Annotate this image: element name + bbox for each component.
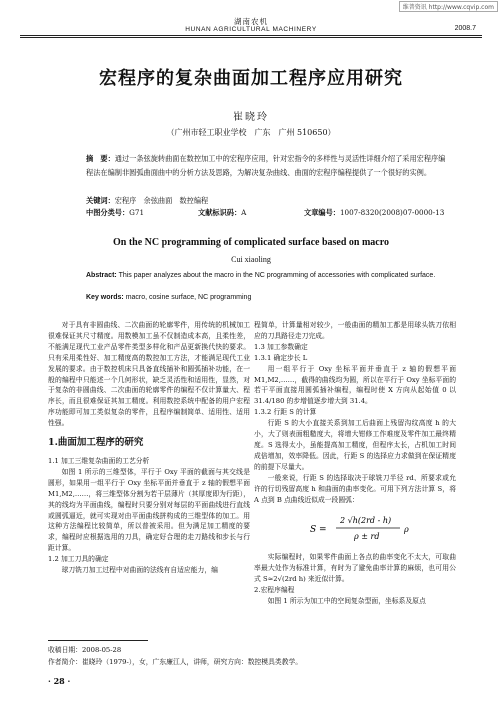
doc-code-value: A <box>241 208 247 217</box>
formula-graphic <box>254 508 456 548</box>
abstract-en-text: This paper analyzes about the macro in the NC programming of accessories with complicated surface. <box>118 272 436 279</box>
keywords-en <box>86 292 452 304</box>
body-column-right <box>254 320 456 607</box>
clc-value: G71 <box>129 208 145 217</box>
watermark: 维普资讯 http://www.cqvip.com <box>399 1 498 12</box>
paper-title-cn: 宏程序的复杂曲面加工程序应用研究 <box>99 68 403 89</box>
abstract-cn-label: 摘 要： <box>86 154 115 163</box>
paragraph: 对于具有非圆曲线、二次曲面的轮廓零件，用传统的机械加工很难保证其尺寸精度。用数模加工虽不仅制造成本高，且柔性差，不能满足现代工业产品零件类型多样化和产品更新换代快的要求。只有采用柔性好、加工精度高的数控加工方法，才能满足现代工业发展的要求。由于数控机床只具备直线插补和圆弧插补功能，在一般的编程中只能述一个几何形状，缺乏灵活性和适用性，显然，对于复杂的非圆曲线、二次曲面的轮廓零件的编程不仅计算量大、程序长，而且很难保证其加工精度。利用数控系统中配备的用户宏程序功能即可加工类似复杂的零件，且程序编制简单、适用性、适用性强。 <box>48 321 250 428</box>
issue-year: 2008.7 <box>454 25 476 32</box>
subsection-heading: 1.3 加工参数确定 <box>254 342 308 351</box>
footnote-rule <box>48 640 148 641</box>
formula-numerator: 2 √h(2rd - h) <box>340 516 392 526</box>
journal-title-en: HUNAN AGRICULTURAL MACHINERY <box>185 26 317 33</box>
formula-row-spacing <box>254 508 456 548</box>
abstract-cn-text: 通过一条弦旋转曲面在数控加工中的宏程序应用，针对宏指令的多样性与灵活性详细介绍了采用宏程序编程法在编制非圆弧曲面曲中的分析方法及思路，为解决复杂曲线、曲面的宏程序编程提供了一个很好的实例。 <box>86 154 446 177</box>
body-column-left <box>48 320 250 576</box>
subsection-heading: 1.3.2 行距 S 的计算 <box>254 408 317 417</box>
formula-denominator: ρ ± rd <box>354 532 380 542</box>
paragraph: 球刀铣刀加工过程中对曲面的法线有自适应能力，编 <box>61 566 218 575</box>
paragraph: 程简单，计算量相对较少，一般曲面的精加工都是用球头铣刀依相应的刀具路径走刀完成。 <box>254 321 456 340</box>
keywords-cn-label: 关键词： <box>86 196 115 205</box>
subsection-heading: 1.1 加工三维复杂曲面的工艺分析 <box>48 456 150 465</box>
abstract-en-label: Abstract: <box>86 272 117 279</box>
keywords-en-text: macro, cosine surface, NC programming <box>125 294 252 301</box>
formula-lhs: S = <box>310 525 327 536</box>
subsection-heading: 2.宏程序编程 <box>254 586 295 595</box>
journal-title-cn: 湖南农机 <box>234 17 268 26</box>
header-rule <box>20 35 482 36</box>
paragraph: 如图 1 所示的三维型体，平行于 Oxy 平面的截面与其交线是圆形，如果用一组平行于 Oxy 坐标平面并垂直于 z 轴的假想平面 M1,M2,……，将三维型体分割为若干层薄片（其厚度即为行距），其的线均为平面曲线，编程时只要分别对每层的平面曲线进行直线或圆弧逼近，就可实现对由平面曲线拼构成的三维型体的加工。用这种方法编程比较简单，所以普被采用。但为满足加工精度的要求，编程时应根据选用的刀具，确定好合理的走刀路线和步长与行距计算。 <box>48 467 250 553</box>
formula-rho: ρ <box>404 525 409 535</box>
author-en: Cui xiaoling <box>231 255 271 264</box>
keywords-cn-text: 宏程序 余弦曲面 数控编程 <box>114 196 209 205</box>
header-rule-thin <box>20 37 482 38</box>
author-bio: 作者简介：崔晓玲（1979-），女，广东廉江人，讲师，研究方向：数控模具类教学。 <box>48 658 303 666</box>
paragraph: 行距 S 的大小直接关系到加工后曲面上残留沟纹高度 h 的大小，大了则表面粗糙度大，将增大钳修工作难度及零件加工最终精度。S 选得太小，虽能提高加工精度，但程序太长，占机加工时间成倍增加，效率降低。因此，行距 S 的选择应力求做到在保证精度的前提下尽量大。 <box>254 419 456 471</box>
clc-label: 中图分类号： <box>86 208 130 217</box>
paragraph: 如图 1 所示为加工中的空间复杂型面，坐标系及原点 <box>267 597 426 606</box>
subsection-heading: 1.3.1 确定步长 L <box>254 353 308 362</box>
section-heading: 1.曲面加工程序的研究 <box>48 437 144 449</box>
paragraph: 实际编程时，如果零件曲面上各点的曲率变化不太大，可取曲率最大处作为标准计算，有时为了避免曲率计算的麻烦，也可用公式 S≈2√(2rd h) 来近似计算。 <box>254 553 456 584</box>
subsection-heading: 1.2 加工刀具的确定 <box>48 555 109 564</box>
abstract-en <box>86 270 452 282</box>
paragraph: 一般来说，行距 S 的选择取决于球铣刀半径 rd、所要求或允许的行切残留高度 h 和曲面的曲率变化。可用下列方法计算 S，将 A 点到 B 点曲线近似成一段圆弧： <box>254 473 456 504</box>
received-date: 收稿日期：2008-05-28 <box>48 646 122 654</box>
keywords-cn <box>86 194 448 208</box>
abstract-cn <box>86 152 448 180</box>
keywords-en-label: Key words: <box>86 294 124 301</box>
author-cn: 崔晓玲 <box>233 112 269 123</box>
affiliation-cn: （广州市轻工职业学校 广东 广州 510650） <box>166 128 336 137</box>
article-id-label: 文章编号： <box>304 208 340 217</box>
paper-title-en: On the NC programming of complicated surface based on macro <box>113 237 389 248</box>
page-number: · 28 · <box>48 676 71 686</box>
article-id-value: 1007-8320(2008)07-0000-13 <box>339 208 445 217</box>
doc-code-label: 文献标识码： <box>198 208 242 217</box>
paragraph: 用一组平行于 Oxy 坐标平面并垂直于 z 轴的假想平面 M1,M2,……，截得的曲线均为圆，所以在平行于 Oxy 坐标平面的若干平面直接用圆弧插补编程，编程时使 X 方向从起始值 0 以 31.4/180 的步增值逐步增大到 31.4。 <box>254 364 456 406</box>
